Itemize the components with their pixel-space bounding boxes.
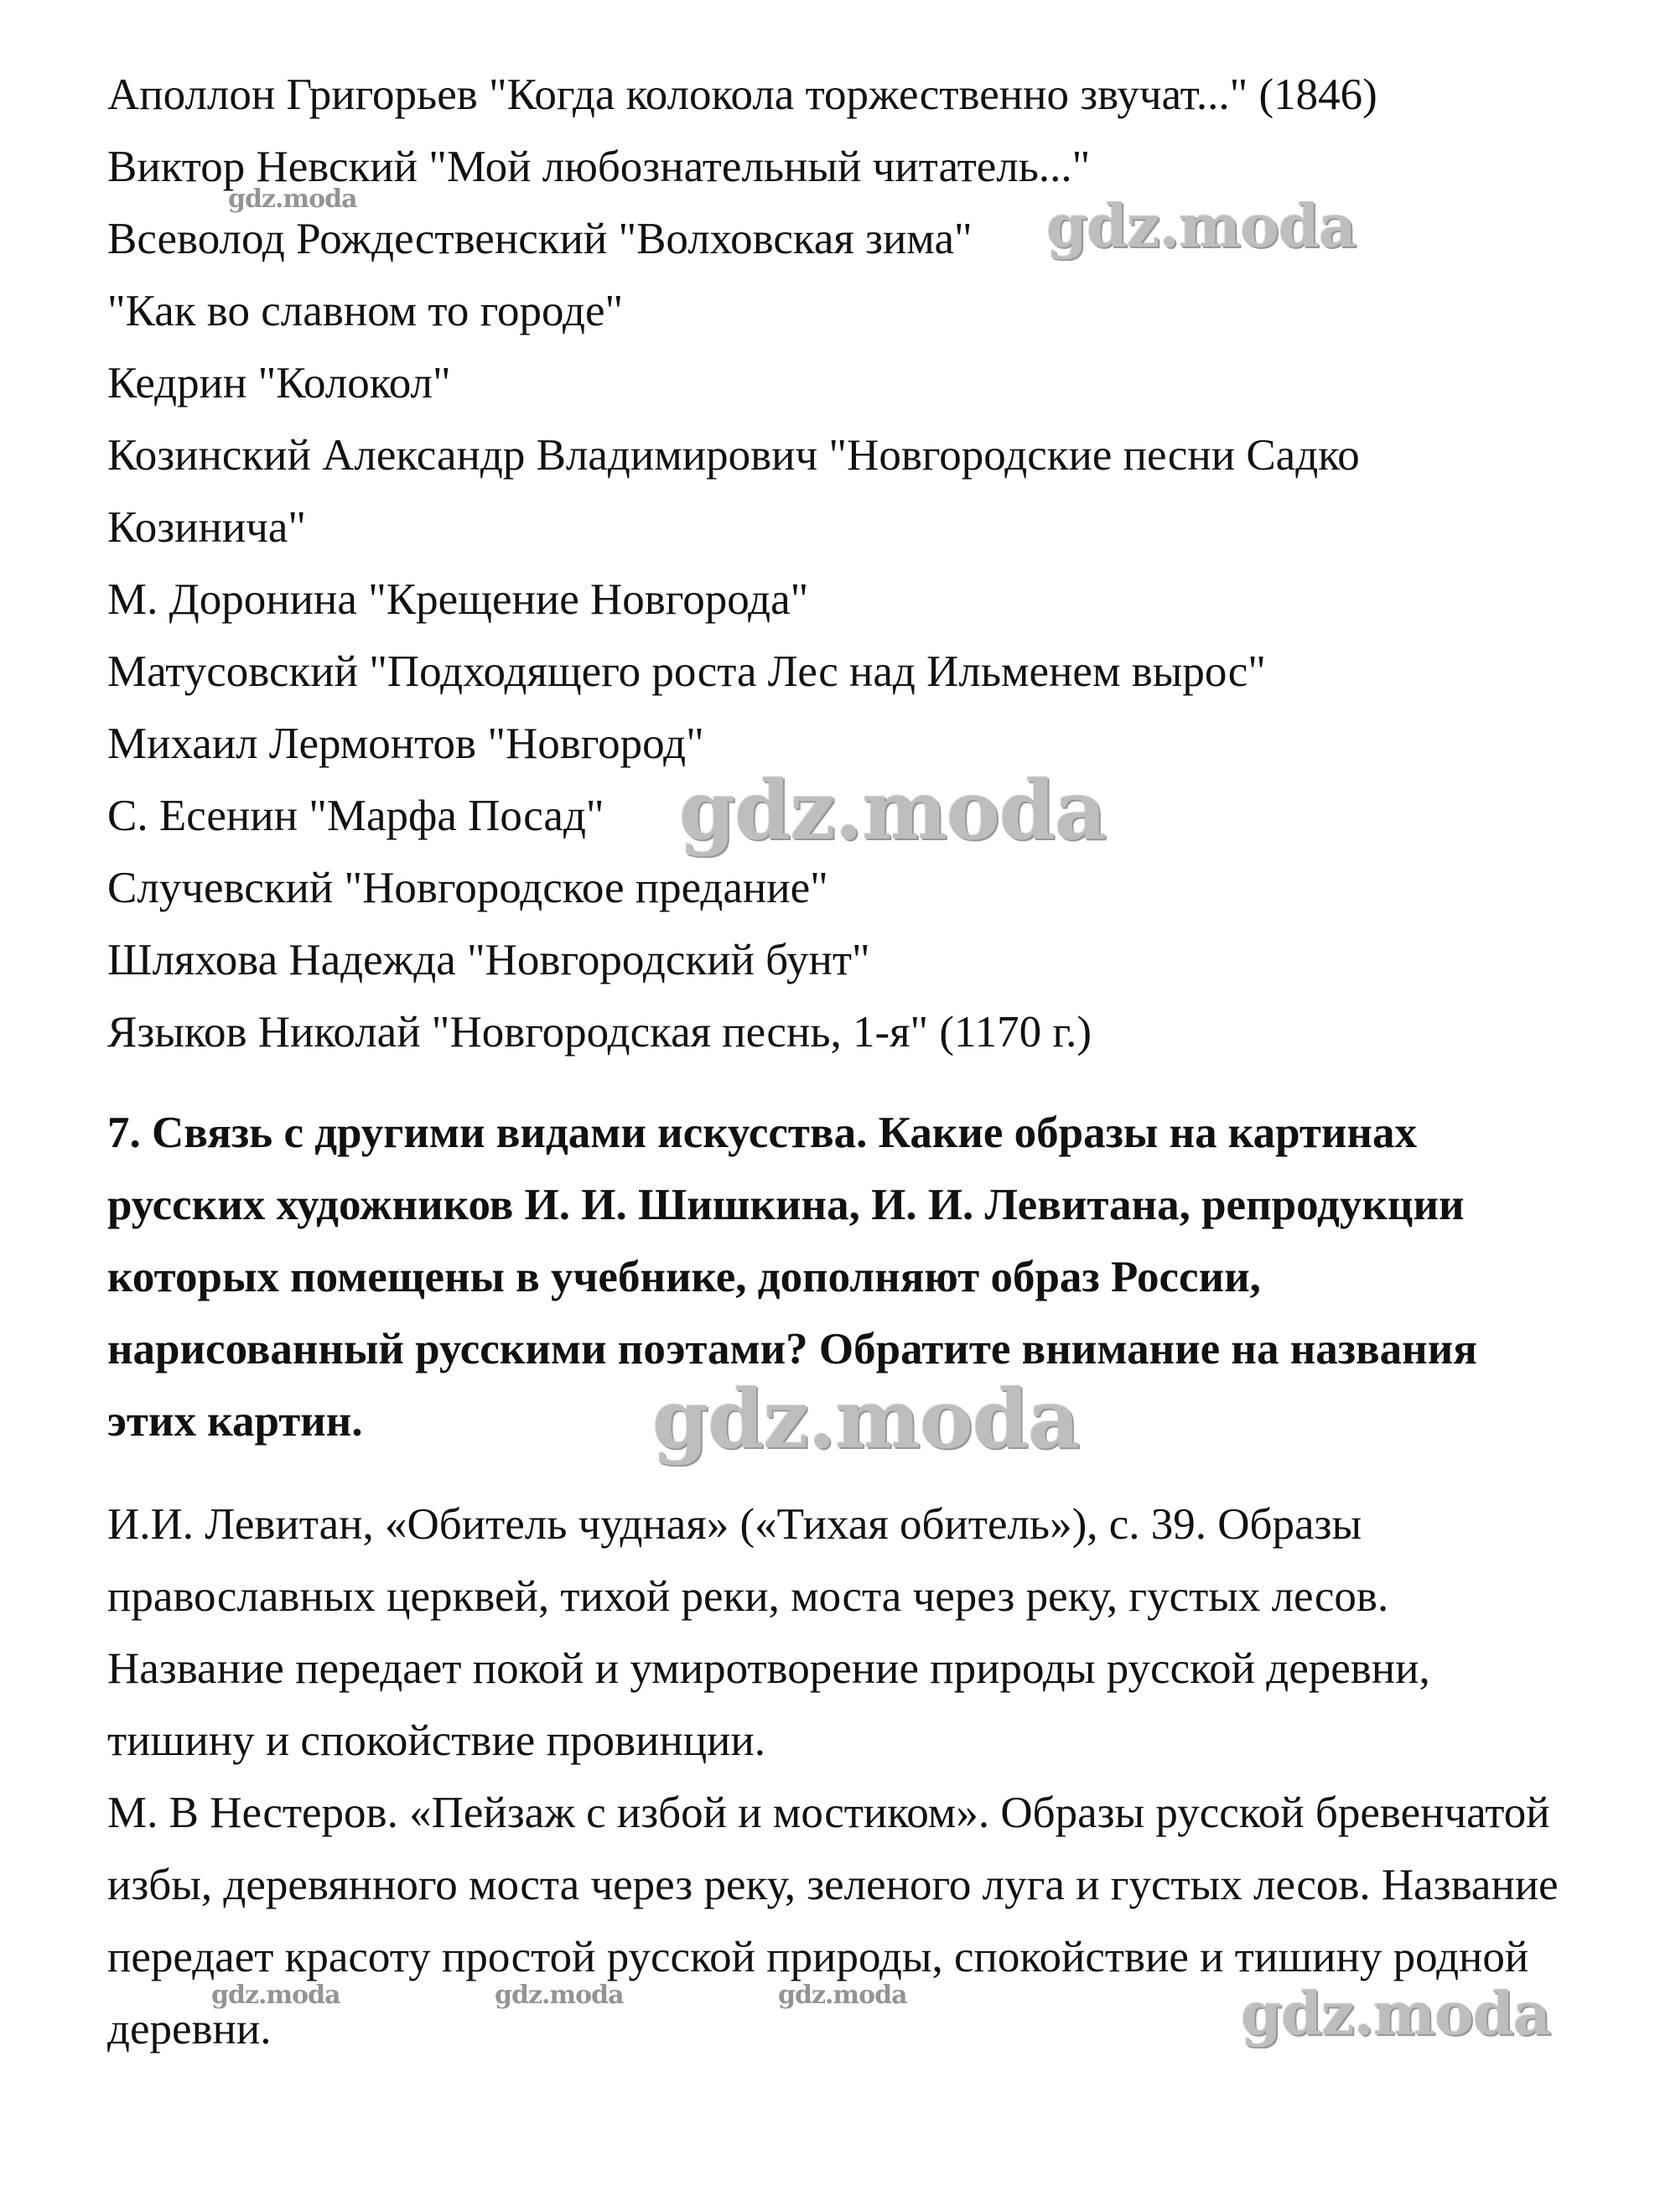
list-item: Шляхова Надежда "Новгородский бунт" xyxy=(107,936,870,984)
list-item: С. Есенин "Марфа Посад" xyxy=(107,792,604,840)
watermark: gdz.moda xyxy=(1241,1979,1551,2048)
watermark: gdz.moda xyxy=(778,1981,907,2010)
list-item: Матусовский "Подходящего роста Лес над Ильменем вырос" xyxy=(107,647,1266,696)
answer-paragraph: И.И. Левитан, «Обитель чудная» («Тихая обитель»), с. 39. Образы православных церквей, тихой реки, моста через реку, густых лесов. Название передает покой и умиротворение природы русской деревни, тишину и спокойствие провинции. xyxy=(107,1500,1430,1765)
question-heading: 7. Связь с другими видами искусства. Какие образы на картинах русских художников И. И. Шишкина, И. И. Левитана, репродукции которых помещены в учебнике, дополняют образ России, нарисованный русскими поэтами? Обратите внимание на названия этих картин. xyxy=(107,1109,1477,1446)
list-item: Языков Николай "Новгородская песнь, 1-я" (1170 г.) xyxy=(107,1008,1092,1057)
list-item: Кедрин "Колокол" xyxy=(107,359,451,408)
watermark: gdz.moda xyxy=(1046,191,1357,261)
list-item: Козинский Александр Владимирович "Новгородские песни Садко Козинича" xyxy=(107,431,1360,552)
watermark: gdz.moda xyxy=(652,1372,1080,1467)
watermark: gdz.moda xyxy=(495,1981,624,2010)
list-item: М. Доронина "Крещение Новгорода" xyxy=(107,575,809,624)
watermark: gdz.moda xyxy=(211,1981,340,2010)
list-item: Всеволод Рождественский "Волховская зима" xyxy=(107,215,973,263)
watermark: gdz.moda xyxy=(228,184,357,214)
list-item: Михаил Лермонтов "Новгород" xyxy=(107,719,704,768)
watermark: gdz.moda xyxy=(679,763,1107,858)
list-item: "Как во славном то городе" xyxy=(107,287,624,335)
list-item: Аполлон Григорьев "Когда колокола торжественно звучат..." (1846) xyxy=(107,70,1377,119)
list-item: Виктор Невский "Мой любознательный читатель..." xyxy=(107,143,1091,191)
list-item: Случевский "Новгородское предание" xyxy=(107,864,828,912)
answer-paragraph: М. В Нестеров. «Пейзаж с избой и мостиком». Образы русской бревенчатой избы, деревянного моста через реку, зеленого луга и густых лесов. Название передает красоту простой русской природы, спокойствие и тишину родной деревни. xyxy=(107,1789,1559,2054)
